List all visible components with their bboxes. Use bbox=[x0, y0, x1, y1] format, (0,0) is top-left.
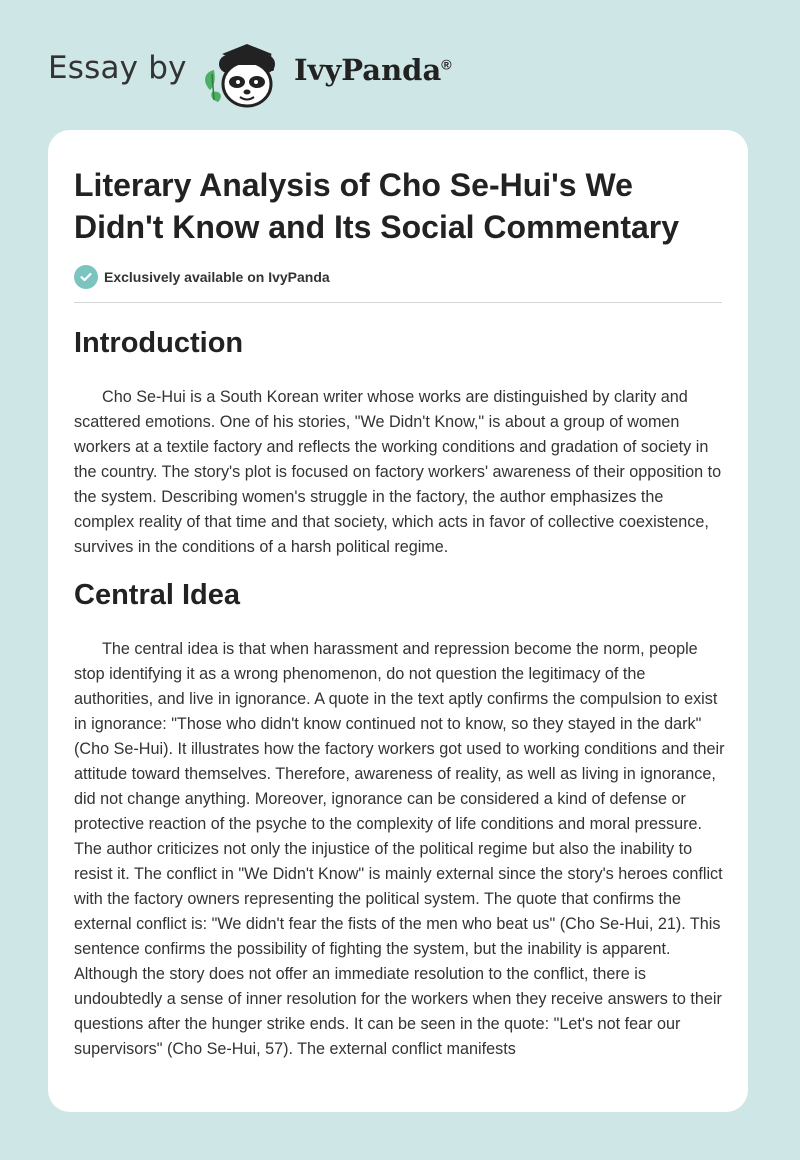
check-icon bbox=[74, 265, 98, 289]
exclusive-badge bbox=[74, 264, 330, 290]
registered-mark: ® bbox=[441, 56, 452, 73]
brand-name[interactable] bbox=[294, 53, 452, 87]
brand-text: IvyPanda bbox=[294, 53, 442, 87]
section-text-introduction: Cho Se-Hui is a South Korean writer whose works are distinguished by clarity and scattered emotions. One of his stories, "We Didn't Know," is about a group of women workers at a textile factory and reflects the working conditions and gradation of society in the country. The story's plot is focused on factory workers' awareness of their opposition to the system. Describing women's struggle in the factory, the author emphasizes the complex reality of that time and that society, which acts in favor of collective coexistence, survives in the conditions of a harsh political regime. bbox=[74, 388, 722, 556]
panda-logo-icon[interactable] bbox=[200, 34, 292, 110]
essay-by-label: Essay by bbox=[48, 50, 187, 86]
section-heading-central-idea: Central Idea bbox=[74, 579, 240, 611]
article-title: Literary Analysis of Cho Se-Hui's We Didn't Know and Its Social Commentary bbox=[74, 167, 680, 245]
article-card bbox=[48, 130, 748, 1112]
exclusive-badge-label: Exclusively available on IvyPanda bbox=[104, 269, 330, 285]
section-heading-introduction: Introduction bbox=[74, 327, 244, 359]
divider bbox=[74, 302, 722, 303]
site-header bbox=[0, 0, 800, 130]
section-text-central-idea: The central idea is that when harassment and repression become the norm, people stop identifying it as a wrong phenomenon, do not question the legitimacy of the authorities, and live in ignorance. A quote in the text aptly confirms the compulsion to exist in ignorance: "Those who didn't know continued not to know, so they stayed in the dark" (Cho Se-Hui). It illustrates how the factory workers got used to working conditions and their attitude toward themselves. Therefore, awareness of reality, as well as living in ignorance, did not change anything. Moreover, ignorance can be considered a kind of defense or protective reaction of the psyche to the complexity of life conditions and moral pressure. The author criticizes not only the injustice of the political regime but also the inability to resist it. The conflict in "We Didn't Know" is mainly external since the story's heroes conflict with the factory owners representing the political system. The quote that confirms the external conflict is: "We didn't fear the fists of the men who beat us" (Cho Se-Hui, 21). This sentence confirms the possibility of fighting the system, but the inability is apparent. Although the story does not offer an immediate resolution to the conflict, there is undoubtedly a sense of inner resolution for the workers when they receive answers to their questions after the hunger strike ends. It can be seen in the quote: "Let's not fear our supervisors" (Cho Se-Hui, 57). The external conflict manifests bbox=[74, 640, 725, 1058]
